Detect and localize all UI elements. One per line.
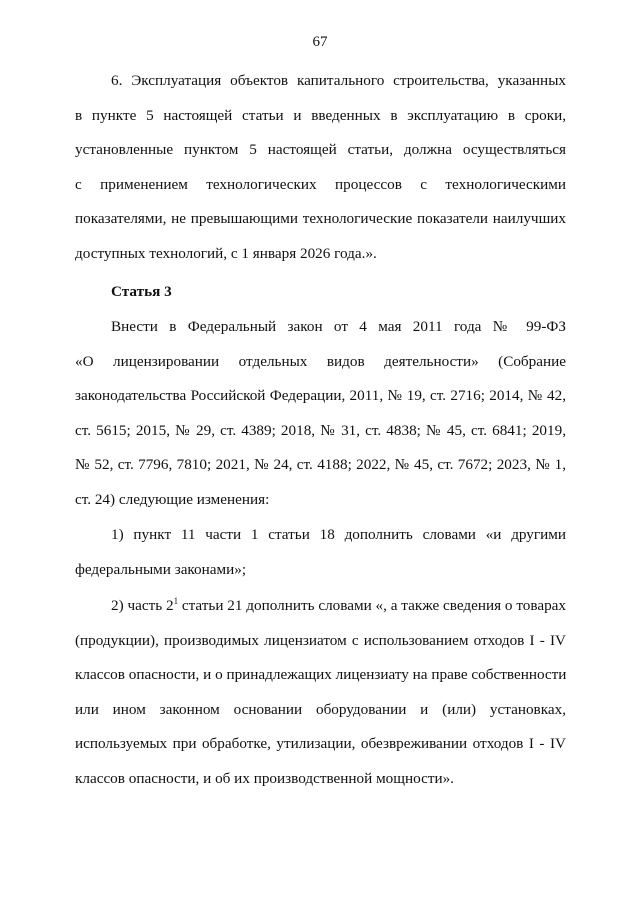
section-6-paragraph bbox=[75, 64, 566, 271]
paragraph-line: № 52, ст. 7796, 7810; 2021, № 24, ст. 4188; 2022, № 45, ст. 7672; 2023, № 1, bbox=[75, 456, 566, 473]
article-3-intro-paragraph bbox=[75, 310, 566, 517]
paragraph-line: законодательства Российской Федерации, 2011, № 19, ст. 2716; 2014, № 42, bbox=[75, 387, 566, 404]
paragraph-line: федеральными законами»; bbox=[75, 560, 247, 578]
paragraph-line: классов опасности, и о принадлежащих лицензиату на праве собственности bbox=[75, 666, 567, 683]
paragraph-line: 1) пункт 11 части 1 статьи 18 дополнить словами «и другими bbox=[111, 526, 566, 543]
paragraph-line: ст. 24) следующие изменения: bbox=[75, 490, 270, 508]
paragraph-line: с применением технологических процессов с технологическими bbox=[75, 175, 566, 193]
superscript: 1 bbox=[173, 596, 179, 606]
paragraph-line: «О лицензировании отдельных видов деятельности» (Собрание bbox=[75, 352, 566, 370]
paragraph-line: установленные пунктом 5 настоящей статьи, должна осуществляться bbox=[75, 141, 566, 158]
paragraph-line: Внести в Федеральный закон от 4 мая 2011 года № 99-ФЗ bbox=[111, 318, 566, 335]
item-2-paragraph bbox=[75, 589, 566, 796]
paragraph-line: показателями, не превышающими технологические показатели наилучших bbox=[75, 210, 566, 227]
paragraph-line: 6. Эксплуатация объектов капитального строительства, указанных bbox=[111, 72, 566, 89]
paragraph-line: используемых при обработке, утилизации, обезвреживании отходов I - IV bbox=[75, 735, 566, 752]
page-number: 67 bbox=[312, 34, 328, 50]
article-heading: Статья 3 bbox=[111, 283, 172, 300]
paragraph-line: ст. 5615; 2015, № 29, ст. 4389; 2018, № 31, ст. 4838; № 45, ст. 6841; 2019, bbox=[75, 421, 566, 439]
paragraph-line: или ином законном основании оборудовании и (или) установках, bbox=[75, 700, 566, 718]
item-2-lead-rest: статьи 21 дополнить словами «, а также сведения о товарах bbox=[178, 597, 566, 614]
paragraph-line: (продукции), производимых лицензиатом с использованием отходов I - IV bbox=[75, 631, 566, 649]
paragraph-line: доступных технологий, с 1 января 2026 года.». bbox=[75, 244, 377, 262]
item-2-lead: 2) часть 2 bbox=[111, 597, 174, 614]
paragraph-line: классов опасности, и об их производственной мощности». bbox=[75, 769, 454, 787]
paragraph-line: в пункте 5 настоящей статьи и введенных в эксплуатацию в сроки, bbox=[75, 106, 566, 124]
article-heading-block bbox=[75, 275, 566, 310]
item-1-paragraph bbox=[75, 518, 566, 587]
paragraph-line-with-superscript bbox=[75, 589, 566, 624]
